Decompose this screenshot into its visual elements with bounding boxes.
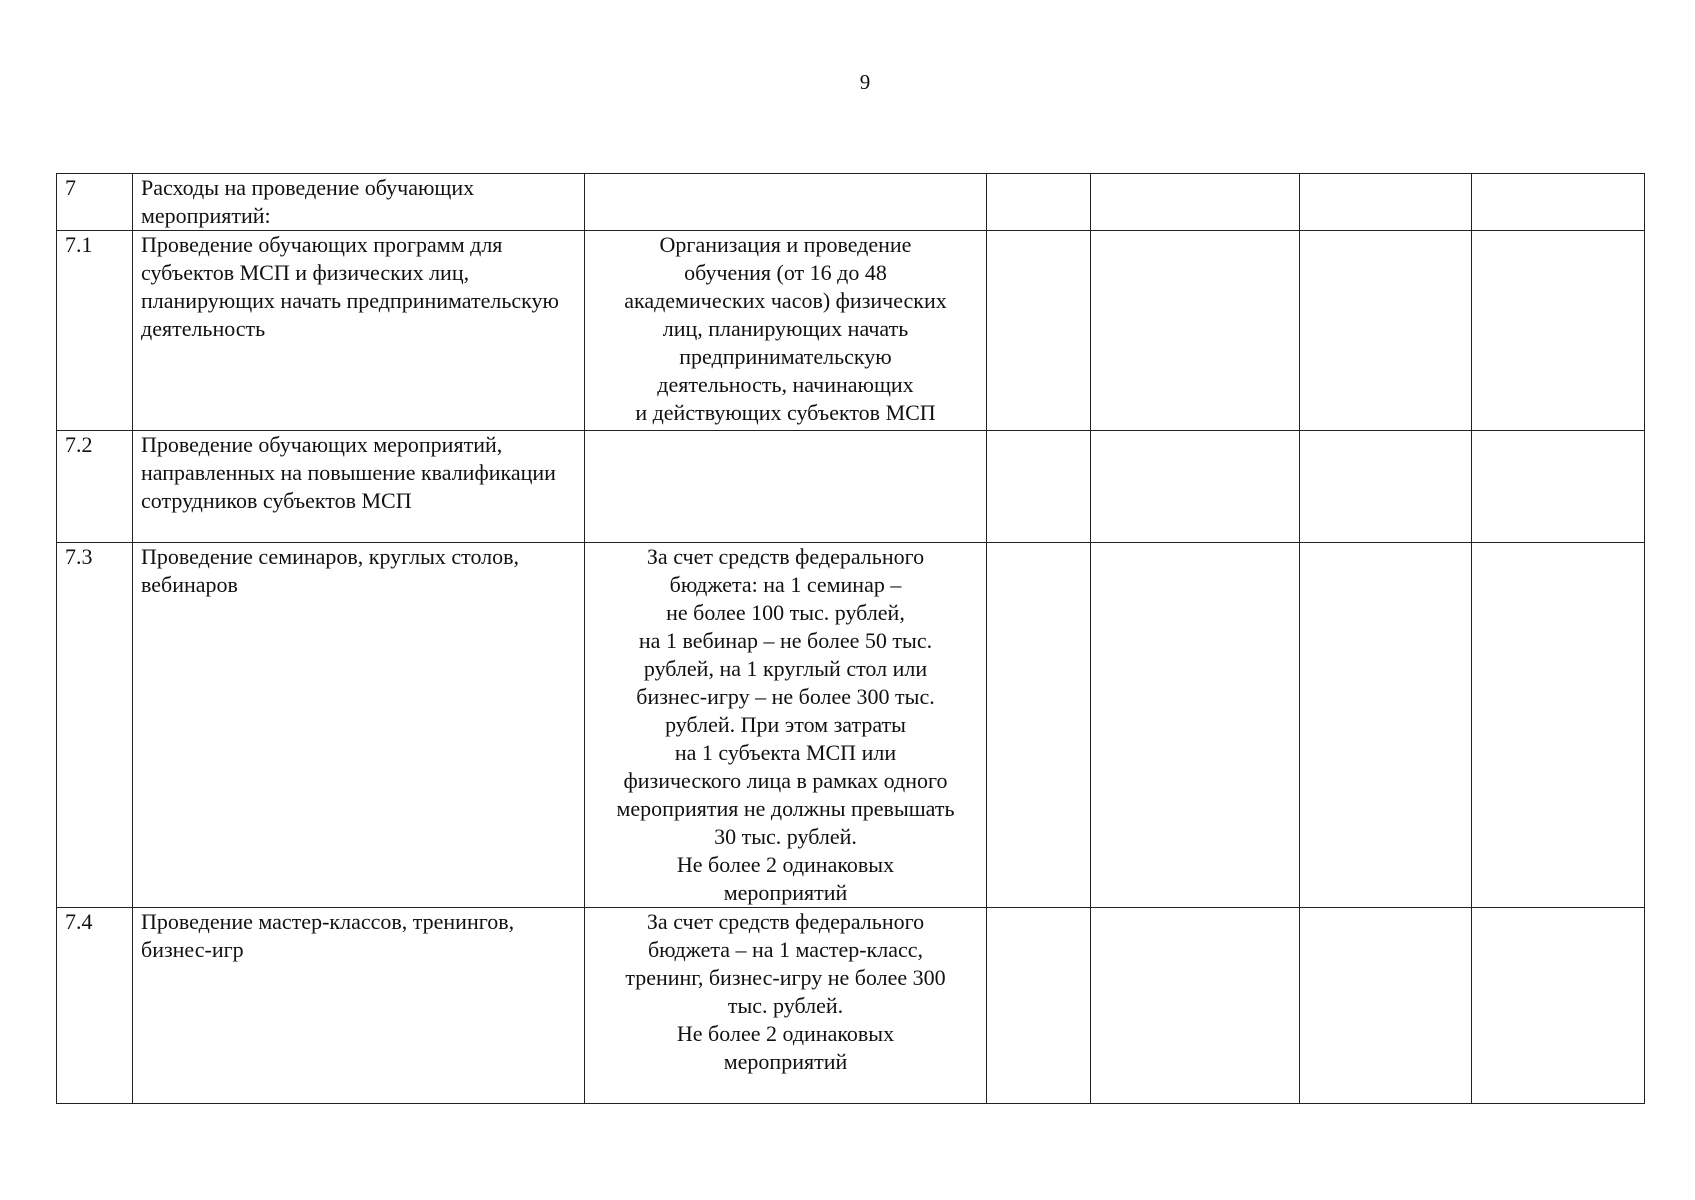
- empty-cell: [1472, 908, 1645, 1104]
- page-number: 9: [859, 70, 871, 94]
- row-conditions: За счет средств федерального бюджета: на 1 семинар – не более 100 тыс. рублей, на 1 вебинар – не более 50 тыс. рублей, на 1 круглый стол или бизнес-игру – не более 300 тыс. рублей. При этом затраты на 1 субъекта МСП или физического лица в рамках одного мероприятия не должны превышать 30 тыс. рублей. Не более 2 одинаковых мероприятий: [585, 543, 987, 908]
- row-conditions: [585, 431, 987, 543]
- row-number: 7.1: [57, 231, 133, 431]
- expense-table: [56, 173, 1645, 1104]
- empty-cell: [1472, 174, 1645, 231]
- table-row: [57, 431, 1645, 543]
- empty-cell: [987, 543, 1091, 908]
- empty-cell: [1472, 543, 1645, 908]
- empty-cell: [1472, 431, 1645, 543]
- empty-cell: [987, 431, 1091, 543]
- row-name: Проведение семинаров, круглых столов, вебинаров: [133, 543, 585, 908]
- empty-cell: [1091, 174, 1300, 231]
- empty-cell: [987, 908, 1091, 1104]
- empty-cell: [1091, 908, 1300, 1104]
- row-conditions: [585, 174, 987, 231]
- empty-cell: [1300, 908, 1472, 1104]
- row-number: 7.4: [57, 908, 133, 1104]
- empty-cell: [1091, 543, 1300, 908]
- empty-cell: [1300, 231, 1472, 431]
- table-row: [57, 908, 1645, 1104]
- empty-cell: [987, 231, 1091, 431]
- empty-cell: [1300, 431, 1472, 543]
- empty-cell: [987, 174, 1091, 231]
- row-name: Проведение мастер-классов, тренингов, бизнес-игр: [133, 908, 585, 1104]
- table-row: [57, 543, 1645, 908]
- row-name: Проведение обучающих программ для субъектов МСП и физических лиц, планирующих начать предпринимательскую деятельность: [133, 231, 585, 431]
- row-name: Проведение обучающих мероприятий, направленных на повышение квалификации сотрудников субъектов МСП: [133, 431, 585, 543]
- row-number: 7.2: [57, 431, 133, 543]
- row-conditions: За счет средств федерального бюджета – на 1 мастер-класс, тренинг, бизнес-игру не более 300 тыс. рублей. Не более 2 одинаковых мероприятий: [585, 908, 987, 1104]
- empty-cell: [1091, 431, 1300, 543]
- empty-cell: [1300, 543, 1472, 908]
- empty-cell: [1472, 231, 1645, 431]
- empty-cell: [1091, 231, 1300, 431]
- empty-cell: [1300, 174, 1472, 231]
- row-number: 7: [57, 174, 133, 231]
- row-number: 7.3: [57, 543, 133, 908]
- table-row: [57, 174, 1645, 231]
- table-row: [57, 231, 1645, 431]
- row-conditions: Организация и проведение обучения (от 16 до 48 академических часов) физических лиц, планирующих начать предпринимательскую деятельность, начинающих и действующих субъектов МСП: [585, 231, 987, 431]
- row-name: Расходы на проведение обучающих мероприятий:: [133, 174, 585, 231]
